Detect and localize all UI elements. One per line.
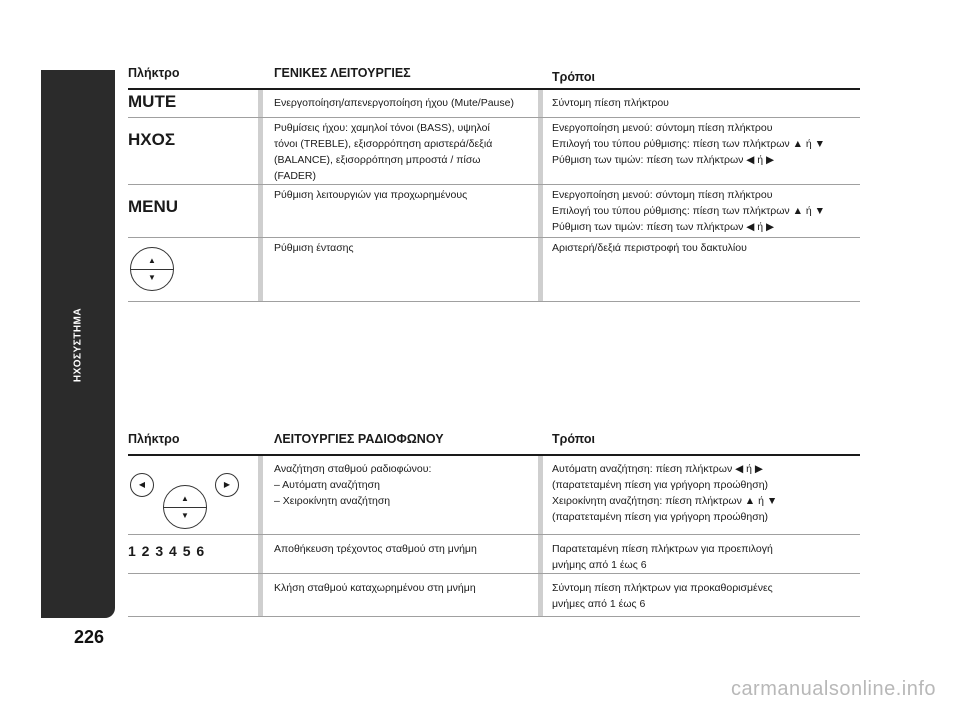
mode-text: Ενεργοποίηση μενού: σύντομη πίεση πλήκτρου Επιλογή του τύπου ρύθμισης: πίεση των πλήκτρων ▲ ή ▼ Ρύθμιση των τιμών: πίεση των πλήκτρων ◀ ή ▶ [552, 189, 826, 233]
arrow-right-button-icon: ▶ [215, 473, 239, 497]
header-key: Πλήκτρο [128, 66, 180, 80]
mode-text: Παρατεταμένη πίεση πλήκτρων για προεπιλογή μνήμης από 1 έως 6 [552, 543, 773, 571]
function-text: Ρύθμιση έντασης [274, 242, 354, 254]
key-sound: ΗΧΟΣ [128, 130, 176, 149]
page-number: 226 [74, 627, 105, 647]
function-text: Ενεργοποίηση/απενεργοποίηση ήχου (Mute/Pause) [274, 97, 514, 109]
arrow-up-icon: ▲ [148, 256, 156, 265]
table-row [128, 118, 860, 185]
function-text: Κλήση σταθμού καταχωρημένου στη μνήμη [274, 582, 476, 594]
table-row [128, 456, 860, 535]
volume-dial-icon [130, 247, 174, 291]
function-text: Ρύθμιση λειτουργιών για προχωρημένους [274, 189, 468, 201]
general-functions-table [128, 66, 860, 302]
header-function: ΛΕΙΤΟΥΡΓΙΕΣ ΡΑΔΙΟΦΩΝΟΥ [274, 432, 444, 446]
key-presets: 1 2 3 4 5 6 [128, 543, 206, 559]
key-mute: MUTE [128, 92, 177, 111]
mode-text: Σύντομη πίεση πλήκτρων για προκαθορισμένες μνήμες από 1 έως 6 [552, 582, 773, 610]
function-text: Ρυθμίσεις ήχου: χαμηλοί τόνοι (BASS), υψηλοί τόνοι (TREBLE), εξισορρόπηση αριστερά/δεξιά (BALANCE), εξισορρόπηση μπροστά / πίσω (FADER) [274, 122, 493, 182]
side-tab-label: ΗΧΟΣΥΣΤΗΜΑ [72, 307, 84, 383]
watermark: carmanualsonline.info [730, 678, 936, 700]
arrow-up-icon: ▲ [181, 494, 189, 503]
function-text: Αποθήκευση τρέχοντος σταθμού στη μνήμη [274, 543, 477, 555]
mode-text: Αυτόματη αναζήτηση: πίεση πλήκτρων ◀ ή ▶ (παρατεταμένη πίεση για γρήγορη προώθηση) Χειροκίνητη αναζήτηση: πίεση πλήκτρων ▲ ή ▼ (παρατεταμένη πίεση για γρήγορη προώθηση) [552, 463, 778, 523]
header-mode: Τρόποι [552, 70, 595, 84]
header-function: ΓΕΝΙΚΕΣ ΛΕΙΤΟΥΡΓΙΕΣ [274, 66, 411, 80]
tuning-dial-icon [163, 485, 207, 529]
mode-text: Αριστερή/δεξιά περιστροφή του δακτυλίου [552, 242, 747, 254]
function-text: Αναζήτηση σταθμού ραδιοφώνου: – Αυτόματη αναζήτηση – Χειροκίνητη αναζήτηση [274, 463, 432, 507]
table-row [128, 238, 860, 302]
table-row [128, 90, 860, 118]
arrow-left-button-icon: ◀ [130, 473, 154, 497]
mode-text: Σύντομη πίεση πλήκτρου [552, 97, 669, 109]
table-row [128, 574, 860, 617]
table-row [128, 185, 860, 238]
arrow-down-icon: ▼ [148, 273, 156, 282]
mode-text: Ενεργοποίηση μενού: σύντομη πίεση πλήκτρου Επιλογή του τύπου ρύθμισης: πίεση των πλήκτρων ▲ ή ▼ Ρύθμιση των τιμών: πίεση των πλήκτρων ◀ ή ▶ [552, 122, 826, 166]
arrow-down-icon: ▼ [181, 511, 189, 520]
header-mode: Τρόποι [552, 432, 595, 446]
header-key: Πλήκτρο [128, 432, 180, 446]
table-header [128, 66, 860, 90]
key-menu: MENU [128, 197, 179, 216]
table-header [128, 432, 860, 456]
radio-functions-table [128, 432, 860, 617]
table-row [128, 535, 860, 574]
